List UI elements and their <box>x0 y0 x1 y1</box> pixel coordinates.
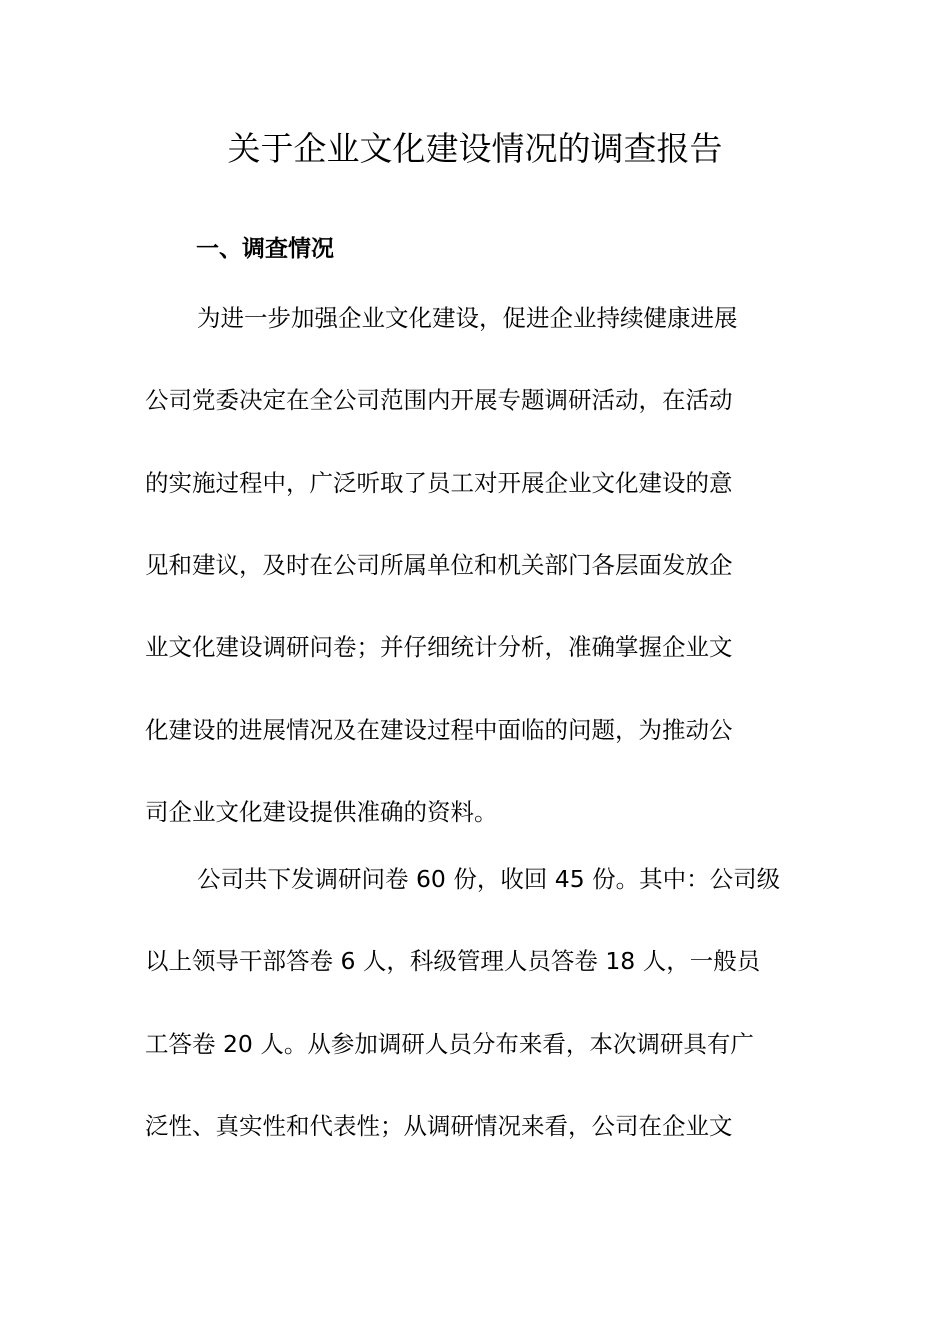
paragraph-line: 司企业文化建设提供准确的资料。 <box>145 798 498 826</box>
paragraph-line: 公司党委决定在全公司范围内开展专题调研活动，在活动 <box>145 386 733 414</box>
paragraph-line: 以上领导干部答卷 6 人，科级管理人员答卷 18 人，一般员 <box>145 947 761 975</box>
paragraph-line: 公司共下发调研问卷 60 份，收回 45 份。其中：公司级 <box>197 865 781 893</box>
paragraph-line: 的实施过程中，广泛听取了员工对开展企业文化建设的意 <box>145 469 733 497</box>
paragraph-line: 见和建议，及时在公司所属单位和机关部门各层面发放企 <box>145 551 733 579</box>
paragraph-line: 泛性、真实性和代表性；从调研情况来看，公司在企业文 <box>145 1112 733 1140</box>
paragraph-line: 工答卷 20 人。从参加调研人员分布来看，本次调研具有广 <box>145 1030 754 1058</box>
paragraph-line: 业文化建设调研问卷；并仔细统计分析，准确掌握企业文 <box>145 633 733 661</box>
section-heading-survey: 一、调查情况 <box>196 236 334 262</box>
paragraph-line: 化建设的进展情况及在建设过程中面临的问题，为推动公 <box>145 716 733 744</box>
document-title: 关于企业文化建设情况的调查报告 <box>227 129 723 168</box>
paragraph-line: 为进一步加强企业文化建设，促进企业持续健康进展 <box>197 304 738 332</box>
